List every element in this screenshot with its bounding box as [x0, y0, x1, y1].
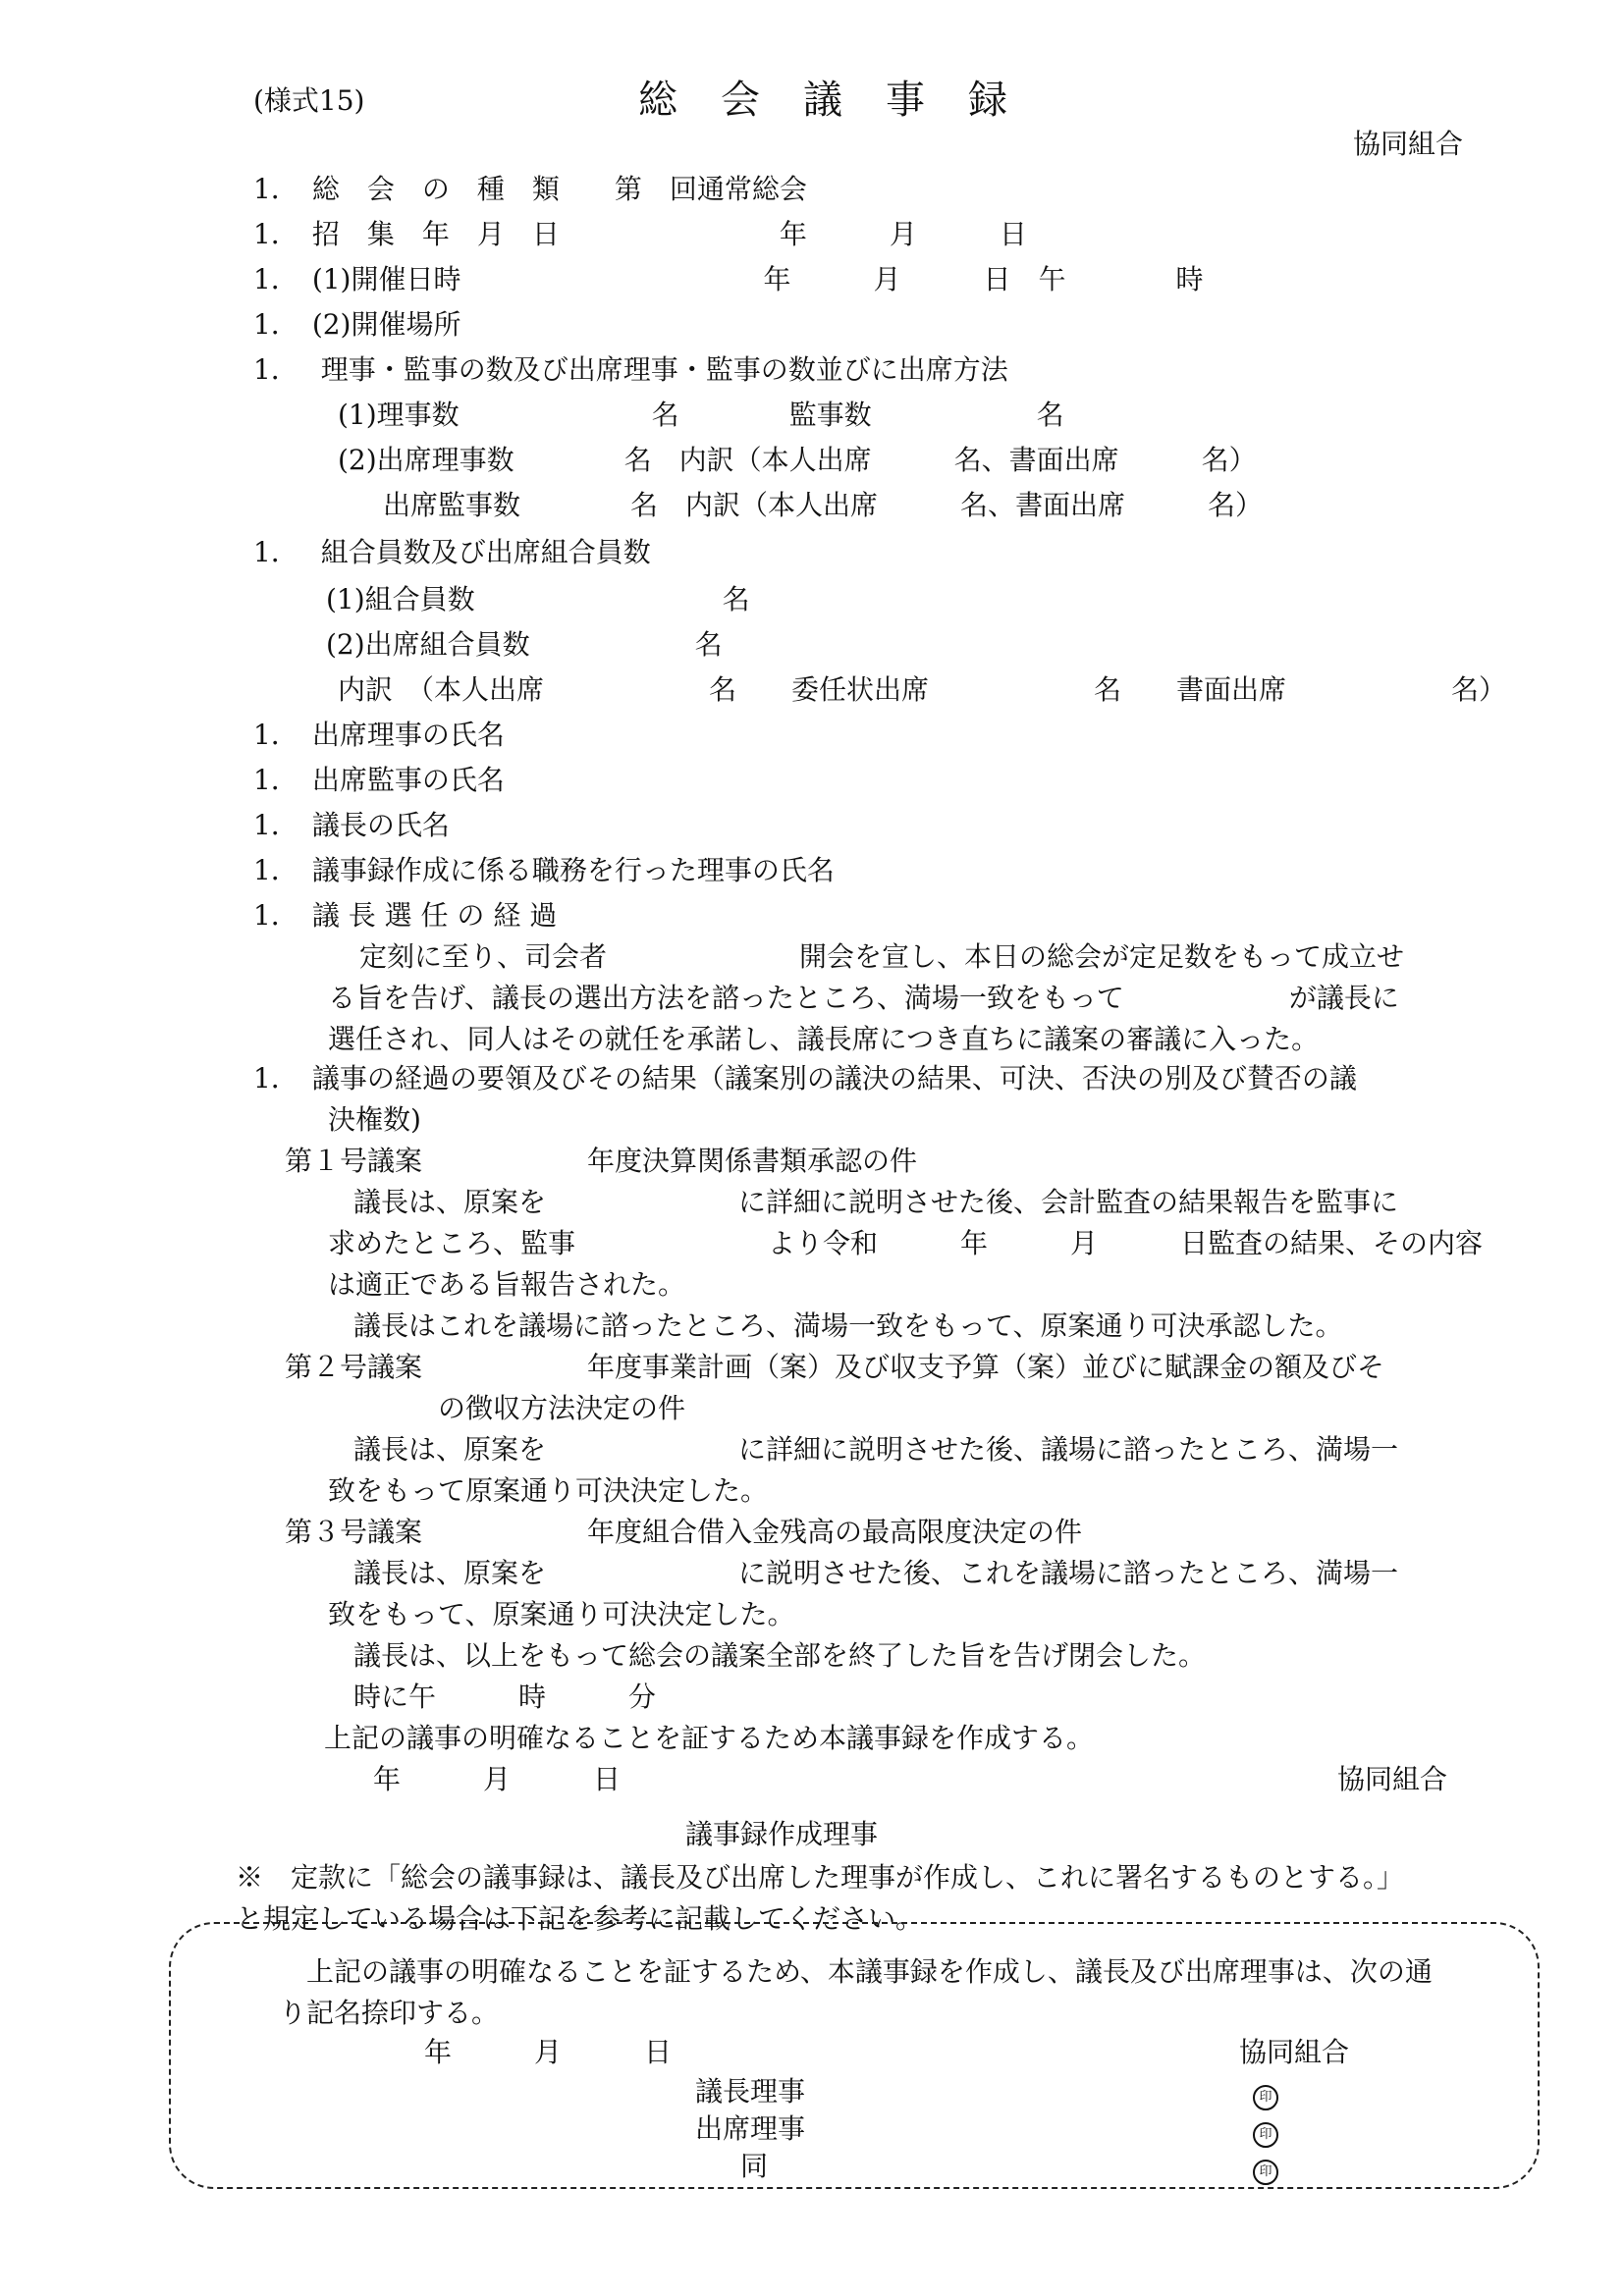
agenda-2-title-cont: の徴収方法決定の件 [438, 1392, 686, 1424]
note-line: ※ 定款に「総会の議事録は、議長及び出席した理事が作成し、これに署名するものとする。」 [236, 1861, 1405, 1894]
directors-count: (1)理事数 名 監事数 名 [338, 399, 1064, 431]
members-heading: 1． 組合員数及び出席組合員数 [253, 536, 651, 568]
agenda-3-title: 第３号議案 年度組合借入金残高の最高限度決定の件 [285, 1516, 1083, 1548]
election-text-line: 定刻に至り、司会者 開会を宣し、本日の総会が定足数をもって成立せ [359, 940, 1405, 973]
minutes-author: 1． 議事録作成に係る職務を行った理事の氏名 [253, 854, 835, 886]
proceedings-heading: 1． 議事の経過の要領及びその結果（議案別の議決の結果、可決、否決の別及び賛否の議 [253, 1062, 1357, 1095]
election-text-line: る旨を告げ、議長の選出方法を諮ったところ、満場一致をもって が議長に [328, 982, 1399, 1014]
certification-line: 上記の議事の明確なることを証するため本議事録を作成する。 [324, 1722, 1095, 1754]
chair-election-heading: 1． 議 長 選 任 の 経 過 [253, 899, 558, 932]
example-text-line: 上記の議事の明確なることを証するため、本議事録を作成し、議長及び出席理事は、次の通 [306, 1955, 1433, 1988]
agenda-3-line: 致をもって、原案通り可決決定した。 [328, 1598, 795, 1630]
same-seal [1253, 2150, 1278, 2185]
agenda-1-line: は適正である旨報告された。 [328, 1268, 686, 1301]
closing-date: 年 月 日 [373, 1763, 622, 1795]
convocation-date: 1． 招 集 年 月 日 年 月 日 [253, 218, 1027, 250]
agenda-1-line: 議長は、原案を に詳細に説明させた後、会計監査の結果報告を監事に [353, 1186, 1399, 1218]
attending-members: (2)出席組合員数 名 [326, 628, 723, 661]
minutes-writer-label: 議事録作成理事 [685, 1818, 879, 1850]
chair-name: 1． 議長の氏名 [253, 809, 450, 841]
page-title: 総 会 議 事 録 [638, 78, 1009, 123]
seal-icon: 印 [1253, 2160, 1278, 2185]
form-number: (様式15) [253, 84, 365, 117]
chair-director-seal [1253, 2075, 1278, 2110]
attending-director-label: 出席理事 [695, 2112, 806, 2145]
agenda-1-line: 議長はこれを議場に諮ったところ、満場一致をもって、原案通り可決承認した。 [353, 1309, 1343, 1342]
proceedings-heading-cont: 決権数) [328, 1103, 421, 1136]
note-line: と規定している場合は下記を参考に記載してください。 [236, 1902, 924, 1935]
example-organization: 協同組合 [1239, 2036, 1350, 2068]
seal-icon: 印 [1253, 2085, 1278, 2110]
chair-director-label: 議長理事 [695, 2075, 806, 2108]
election-text-line: 選任され、同人はその就任を承諾し、議長席につき直ちに議案の審議に入った。 [328, 1023, 1320, 1055]
agenda-3-line: 議長は、原案を に説明させた後、これを議場に諮ったところ、満場一 [353, 1557, 1399, 1589]
held-place: 1． (2)開催場所 [253, 308, 461, 341]
closing-time: 時に午 時 分 [353, 1681, 657, 1713]
closing-organization: 協同組合 [1337, 1763, 1448, 1795]
auditor-names: 1． 出席監事の氏名 [253, 764, 505, 796]
seal-icon: 印 [1253, 2122, 1278, 2148]
held-datetime: 1． (1)開催日時 年 月 日 午 時 [253, 263, 1204, 295]
agenda-2-line: 議長は、原案を に詳細に説明させた後、議場に諮ったところ、満場一 [353, 1433, 1399, 1466]
agenda-1-title: 第１号議案 年度決算関係書類承認の件 [285, 1145, 918, 1177]
same-label: 同 [740, 2150, 769, 2182]
members-count: (1)組合員数 名 [326, 583, 750, 615]
agenda-1-line: 求めたところ、監事 より令和 年 月 日監査の結果、その内容 [328, 1227, 1484, 1259]
meeting-type: 1． 総 会 の 種 類 第 回通常総会 [253, 173, 807, 205]
example-date: 年 月 日 [424, 2036, 673, 2068]
attending-directors: (2)出席理事数 名 内訳（本人出席 名、書面出席 名） [338, 444, 1257, 476]
attending-director-seal [1253, 2112, 1278, 2148]
director-names: 1． 出席理事の氏名 [253, 719, 505, 751]
directors-heading: 1． 理事・監事の数及び出席理事・監事の数並びに出席方法 [253, 353, 1008, 386]
agenda-2-title: 第２号議案 年度事業計画（案）及び収支予算（案）並びに賦課金の額及びそ [285, 1351, 1385, 1383]
members-breakdown: 内訳 （本人出席 名 委任状出席 名 書面出席 名） [338, 673, 1507, 706]
agenda-3-line: 議長は、以上をもって総会の議案全部を終了した旨を告げ閉会した。 [353, 1639, 1207, 1672]
example-text-line: り記名捺印する。 [279, 1997, 500, 2029]
attending-auditors: 出席監事数 名 内訳（本人出席 名、書面出席 名） [383, 489, 1264, 521]
organization-name: 協同組合 [1353, 128, 1464, 160]
agenda-2-line: 致をもって原案通り可決決定した。 [328, 1474, 769, 1507]
